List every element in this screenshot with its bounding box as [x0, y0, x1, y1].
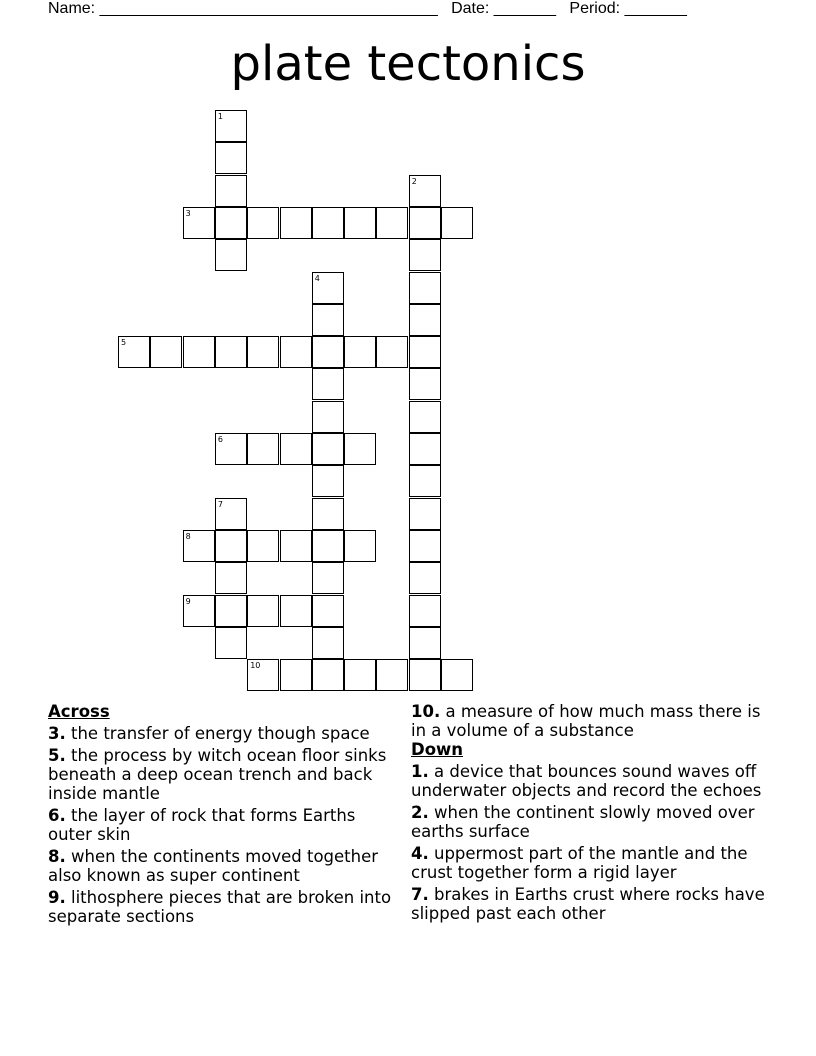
crossword-cell[interactable] [312, 336, 344, 368]
crossword-cell[interactable] [312, 659, 344, 691]
clue-text: the layer of rock that forms Earths outer skin [48, 806, 356, 844]
date-label: Date: [451, 0, 490, 17]
crossword-cell[interactable] [247, 659, 279, 691]
cell-number: 7 [217, 499, 223, 509]
crossword-cell[interactable] [312, 401, 344, 433]
crossword-cell[interactable] [409, 239, 441, 271]
crossword-cell[interactable] [409, 595, 441, 627]
crossword-cell[interactable] [312, 627, 344, 659]
down-heading: Down [411, 740, 464, 759]
crossword-cell[interactable] [215, 175, 247, 207]
crossword-cell[interactable] [312, 368, 344, 400]
clue-number: 2. [411, 803, 429, 822]
clue-down-1 [411, 762, 771, 800]
clue-number: 1. [411, 762, 429, 781]
crossword-cell[interactable] [280, 595, 312, 627]
crossword-cell[interactable] [441, 659, 473, 691]
crossword-cell[interactable] [409, 336, 441, 368]
crossword-cell[interactable] [118, 336, 150, 368]
crossword-cell[interactable] [409, 304, 441, 336]
crossword-cell[interactable] [247, 433, 279, 465]
clues-right-column [411, 702, 771, 923]
crossword-cell[interactable] [247, 595, 279, 627]
clue-text: lithosphere pieces that are broken into separate sections [48, 888, 392, 926]
period-line: _______ [624, 0, 687, 17]
crossword-cell[interactable] [247, 530, 279, 562]
cell-number: 1 [217, 112, 223, 121]
crossword-cell[interactable] [215, 498, 247, 530]
crossword-cell[interactable] [376, 336, 408, 368]
crossword-cell[interactable] [312, 465, 344, 497]
crossword-cell[interactable] [312, 498, 344, 530]
crossword-cell[interactable] [409, 175, 441, 207]
clue-across-3 [48, 724, 404, 743]
clue-across-8 [48, 847, 404, 885]
crossword-cell[interactable] [409, 627, 441, 659]
crossword-cell[interactable] [215, 142, 247, 174]
clue-number: 5. [48, 746, 66, 765]
crossword-cell[interactable] [247, 336, 279, 368]
crossword-cell[interactable] [215, 433, 247, 465]
crossword-cell[interactable] [312, 595, 344, 627]
crossword-cell[interactable] [409, 498, 441, 530]
clue-text: the transfer of energy though space [71, 724, 370, 743]
clue-text: a measure of how much mass there is in a volume of a substance [411, 702, 761, 740]
crossword-cell[interactable] [312, 530, 344, 562]
crossword-cell[interactable] [344, 336, 376, 368]
crossword-cell[interactable] [215, 530, 247, 562]
date-line: _______ [493, 0, 557, 17]
crossword-cell[interactable] [409, 272, 441, 304]
crossword-cell[interactable] [280, 530, 312, 562]
crossword-cell[interactable] [280, 207, 312, 239]
clue-number: 6. [48, 806, 66, 825]
clue-number: 8. [48, 847, 66, 866]
clue-number: 10. [411, 702, 441, 721]
clue-number: 9. [48, 888, 66, 907]
across-heading: Across [48, 702, 110, 721]
crossword-cell[interactable] [344, 433, 376, 465]
crossword-cell[interactable] [280, 433, 312, 465]
clue-number: 7. [411, 885, 429, 904]
crossword-cell[interactable] [312, 207, 344, 239]
crossword-cell[interactable] [215, 562, 247, 594]
crossword-cell[interactable] [409, 530, 441, 562]
crossword-cell[interactable] [376, 659, 408, 691]
clue-across-5 [48, 746, 404, 803]
cell-number: 10 [250, 661, 261, 671]
crossword-cell[interactable] [280, 659, 312, 691]
cell-number: 9 [185, 596, 191, 606]
crossword-cell[interactable] [183, 595, 215, 627]
crossword-cell[interactable] [312, 272, 344, 304]
cell-number: 4 [314, 273, 320, 283]
clues-left-column [48, 702, 404, 926]
cell-number: 2 [411, 176, 417, 186]
name-line: ______________________________________ [99, 0, 438, 17]
name-label: Name: [48, 0, 96, 17]
crossword-cell[interactable] [183, 207, 215, 239]
cell-number: 6 [217, 435, 223, 444]
crossword-cell[interactable] [150, 336, 182, 368]
crossword-cell[interactable] [409, 433, 441, 465]
clue-down-4 [411, 844, 771, 882]
crossword-cell[interactable] [215, 207, 247, 239]
clue-down-2 [411, 803, 771, 841]
crossword-cell[interactable] [312, 433, 344, 465]
crossword-cell[interactable] [215, 110, 247, 142]
clue-across-9 [48, 888, 404, 926]
crossword-cell[interactable] [312, 562, 344, 594]
crossword-cell[interactable] [409, 562, 441, 594]
crossword-cell[interactable] [215, 239, 247, 271]
clue-across-10 [411, 702, 771, 740]
clue-text: a device that bounces sound waves off underwater objects and record the echoes [411, 762, 762, 800]
crossword-cell[interactable] [215, 595, 247, 627]
crossword-cell[interactable] [409, 368, 441, 400]
crossword-cell[interactable] [183, 530, 215, 562]
clue-text: uppermost part of the mantle and the crust together form a rigid layer [411, 844, 748, 882]
period-label: Period: [569, 0, 621, 17]
crossword-cell[interactable] [409, 659, 441, 691]
cell-number: 3 [185, 208, 191, 218]
crossword-cell[interactable] [215, 336, 247, 368]
crossword-cell[interactable] [215, 627, 247, 659]
clue-across-6 [48, 806, 404, 844]
crossword-cell[interactable] [312, 304, 344, 336]
clue-number: 3. [48, 724, 66, 743]
crossword-cell[interactable] [344, 207, 376, 239]
clue-text: when the continents moved together also known as super continent [48, 847, 379, 885]
crossword-cell[interactable] [344, 659, 376, 691]
crossword-cell[interactable] [344, 530, 376, 562]
clue-down-7 [411, 885, 771, 923]
header-fields [48, 0, 687, 18]
crossword-cell[interactable] [247, 207, 279, 239]
crossword-cell[interactable] [183, 336, 215, 368]
cell-number: 5 [121, 338, 127, 348]
clue-text: when the continent slowly moved over earths surface [411, 803, 755, 841]
crossword-cell[interactable] [376, 207, 408, 239]
cell-number: 8 [185, 531, 191, 541]
clue-number: 4. [411, 844, 429, 863]
crossword-cell[interactable] [409, 401, 441, 433]
crossword-cell[interactable] [280, 336, 312, 368]
clue-text: brakes in Earths crust where rocks have slipped past each other [411, 885, 765, 923]
clue-text: the process by witch ocean floor sinks beneath a deep ocean trench and back inside mantle [48, 746, 387, 803]
crossword-cell[interactable] [409, 207, 441, 239]
crossword-cell[interactable] [441, 207, 473, 239]
crossword-cell[interactable] [409, 465, 441, 497]
page-title: plate tectonics [230, 36, 586, 92]
